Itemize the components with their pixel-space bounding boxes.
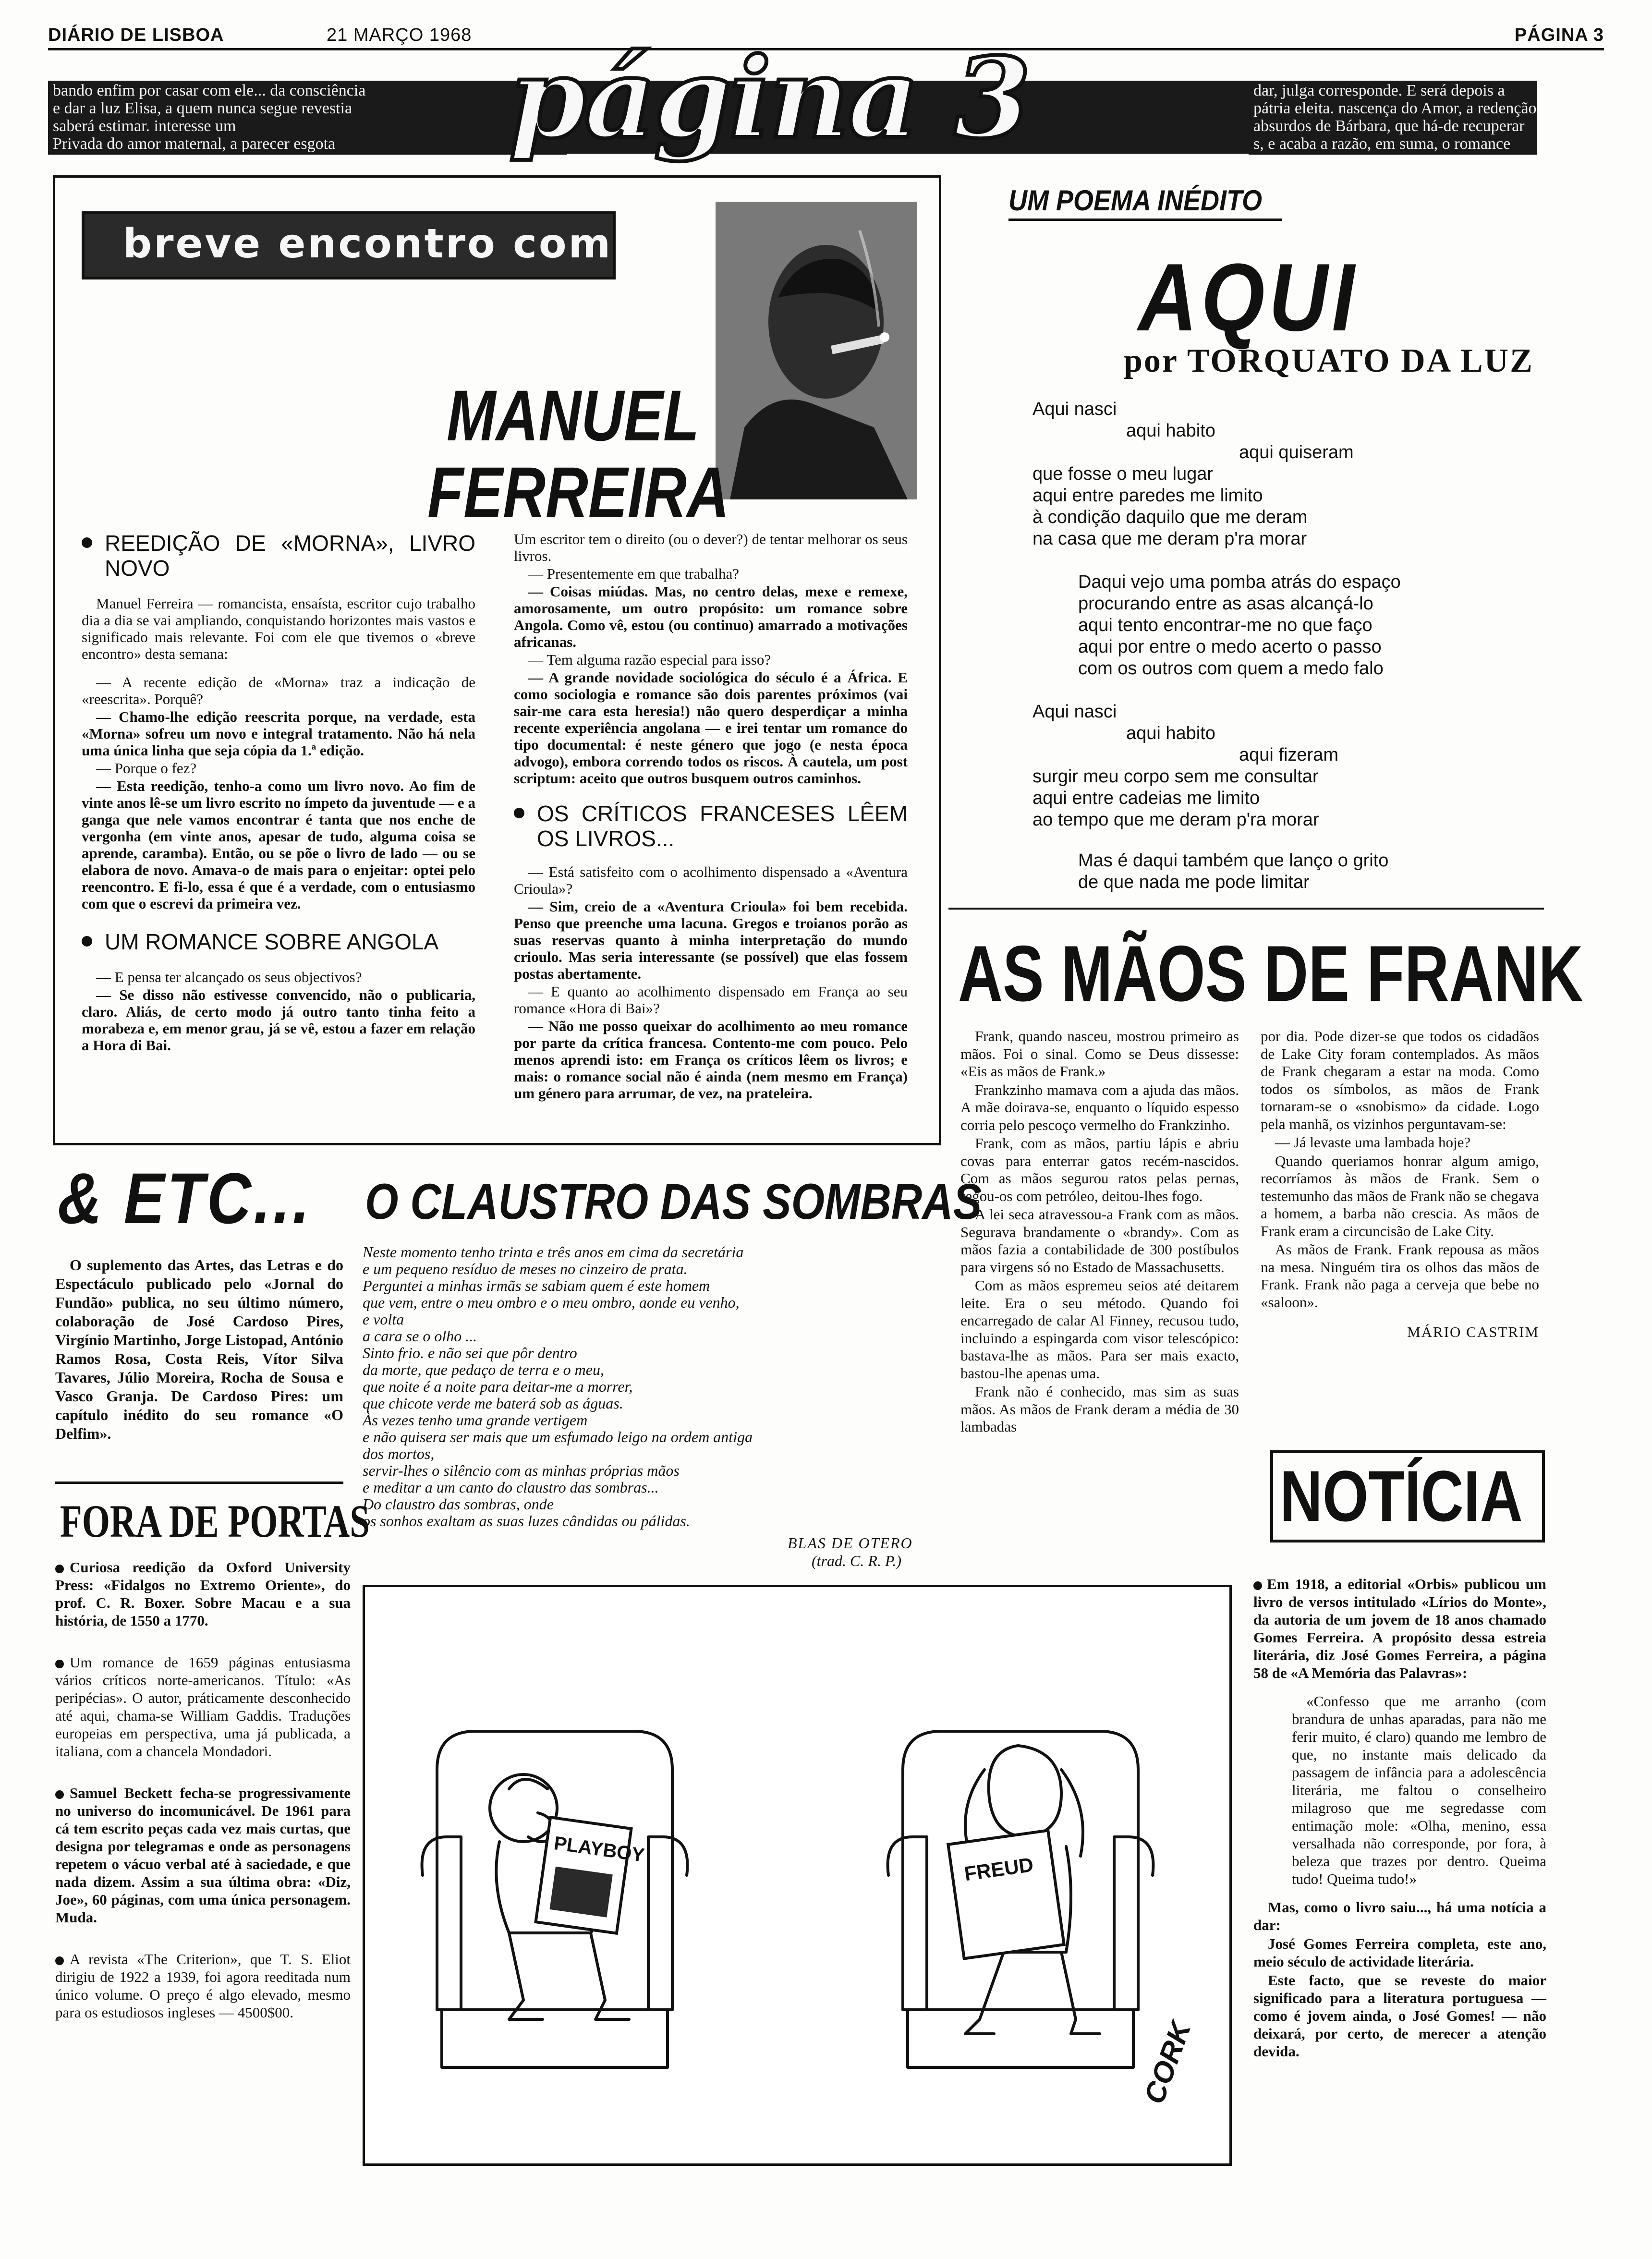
interviewee-name-1: MANUEL xyxy=(447,375,700,456)
noticia-title: NOTÍCIA xyxy=(1280,1456,1523,1536)
bullet-icon xyxy=(82,537,92,548)
noticia-p3: José Gomes Ferreira completa, este ano, meio século de actividade literária. xyxy=(1253,1935,1546,1970)
bullet-icon xyxy=(55,1565,64,1573)
intro-paragraph: Manuel Ferreira — romancista, ensaísta, escritor cujo trabalho dia a dia se vai ampliando, conquistando horizontes mais vastos e significado mais relevante. Foi com ele que tivemos o «breve encontro» desta semana: xyxy=(82,595,475,662)
subhead-criticos: OS CRÍTICOS FRANCESES LÊEM OS LIVROS... xyxy=(514,801,908,851)
answer-1: — Chamo-lhe edição reescrita porque, na verdade, esta «Morna» sofreu um novo e integral tratamento. Não há nela uma única linha que seja cópia da 1.ª edição. xyxy=(82,708,475,759)
bullet-icon xyxy=(55,1956,64,1965)
noticia-p2: Mas, como o livro saiu..., há uma notícia a dar: xyxy=(1253,1899,1546,1933)
cartoon-frame xyxy=(363,1585,1232,2166)
freud-label: FREUD xyxy=(962,1853,1035,1885)
answer-3: — Se disso não estivesse convencido, não o publicaria, claro. Aliás, de certo modo já outro tanto tinha feito a morabeza e, em menor grau, já se vê, estou a fazer em relação a Hora di Bai. xyxy=(82,986,475,1054)
poem-title: AQUI xyxy=(1138,244,1359,351)
interviewee-name-2: FERREIRA xyxy=(427,452,729,533)
interview-kicker-box xyxy=(82,211,616,279)
poem-stanza-4: Mas é daqui também que lanço o grito de que nada me pode limitar xyxy=(1078,850,1389,892)
etc-body: O suplemento das Artes, das Letras e do Espectáculo publicado pelo «Jornal do Fundão» publica, no seu último número, colaboração de José Cardoso Pires, Virgínio Martinho, Jorge Listopad, António Ramos Rosa, Costa Reis, Vítor Silva Tavares, Júlio Moreira, Rocha de Sousa e Vasco Granja. De Cardoso Pires: um capítulo inédito do seu romance «O Delfim». xyxy=(55,1256,343,1442)
interview-column-2 xyxy=(514,531,908,1103)
noticia-body xyxy=(1253,1575,1546,2061)
question-2: — Porque o fez? xyxy=(96,760,197,777)
frank-author: MÁRIO CASTRIM xyxy=(1407,1324,1539,1340)
author-photo xyxy=(716,202,917,499)
claustro-author: BLAS DE OTERO xyxy=(788,1534,913,1552)
answer-5: — A grande novidade sociológica do século é a África. E como sociologia e romance são dois parentes próximos (vai sair-me cara esta heresia!) não quero desperdiçar a minha recente experiência angolana — e irei tentar um romance do tipo documental: é neste género que jogo (e nesta época advogo), embora correndo todos os riscos. À cautela, um post scriptum: aceito que outros busquem outros caminhos. xyxy=(514,669,908,787)
interview-kicker: breve encontro com xyxy=(123,220,613,267)
fora-item: A revista «The Criterion», que T. S. Eliot dirigiu de 1922 a 1939, foi agora reeditada num único volume. O preço é algo elevado, mesmo para os estudiosos ingleses — 4500$00. xyxy=(55,1951,351,2021)
question-4: — Presentemente em que trabalha? xyxy=(528,565,739,582)
playboy-label: PLAYBOY xyxy=(552,1833,646,1867)
playboy-magazine xyxy=(536,1817,632,1933)
fora-top-rule xyxy=(55,1482,343,1484)
poem-byline: por TORQUATO DA LUZ xyxy=(1124,342,1534,379)
cartoonist-signature: CORK xyxy=(1138,2017,1197,2108)
poem-kicker: UM POEMA INÉDITO xyxy=(1008,184,1263,217)
answer-7: — Não me posso queixar do acolhimento ao meu romance por parte da crítica francesa. Contento-me com pouco. Pelo menos aprendi isto: em França os críticos lêem os livros; e mais: o romance social não é ainda (nem mesmo em França) um género para arrumar, de vez, na prateleira. xyxy=(514,1018,908,1102)
frank-column-1: Frank, quando nasceu, mostrou primeiro as mãos. Foi o sinal. Como se Deus dissesse: «Eis as mãos de Frank.» Frankzinho mamava com a ajuda das mãos. A mãe doirava-se, enquanto o líquido espesso corria pelo pescoço vermelho do Frankzinho. Frank, com as mãos, partiu lápis e abriu covas para enterrar gatos recém-nascidos. Com as mãos segurou ratos pelas pernas, regou-os com petróleo, deitou-lhes fogo. A lei seca atravessou-a Frank com as mãos. Segurava brandamente o «brandy». Com as mãos fazia a contabilidade de 300 postíbulos para virgens só no Estado de Massachusetts. Com as mãos espremeu seios até deitarem leite. Era o seu método. Quando foi encarregado de calar Al Finney, recusou tudo, incluindo a espingarda com visor telescópico: bastava-lhe as mãos. Para ser mais exacto, bastou-lhe apenas uma. Frank não é conhecido, mas sim as suas mãos. As mãos de Frank deram a média de 30 lambadas xyxy=(960,1028,1239,1435)
question-6: — Está satisfeito com o acolhimento dispensado a «Aventura Crioula»? xyxy=(514,863,908,897)
claustro-poem: Neste momento tenho trinta e três anos em cima da secretária e um pequeno resíduo de meses no cinzeiro de prata. Perguntei a minhas irmãs se sabiam quem é este homem que vem, entre o meu ombro e o meu ombro, aonde eu venho, e volta a cara se o olho ... Sinto frio. e não sei que pôr dentro da morte, que pedaço de terra e o meu, que noite é a noite para deitar-me a morrer, que chicote verde me baterá sob as águas. Às vezes tenho uma grande vertigem e não quisera ser mais que um esfumado leigo na ordem antiga dos mortos, servir-lhes o silêncio com as minhas próprias mãos e meditar a um canto do claustro das sombras... Do claustro das sombras, onde os sonhos exaltam as suas luzes cândidas ou pálidas. xyxy=(363,1243,753,1530)
masthead-title: página 3 xyxy=(509,34,1029,163)
question-1: — A recente edição de «Morna» traz a indicação de «reescrita». Porquê? xyxy=(82,674,475,707)
bullet-icon xyxy=(514,808,524,818)
etc-title: & ETC... xyxy=(58,1158,312,1239)
newspaper-name: DIÁRIO DE LISBOA xyxy=(48,25,224,45)
answer-6: — Sim, creio de a «Aventura Crioula» foi bem recebida. Penso que preenche uma lacuna. Gregos e troianos porão as suas reservas quanto à minha interpretação do mundo crioulo. Mas seria interessante (se possível) que elas fossem postas abertamente. xyxy=(514,898,908,982)
question-3: — E pensa ter alcançado os seus objectivos? xyxy=(96,969,362,985)
cartoon-drawing xyxy=(365,1587,1229,2163)
bullet-icon xyxy=(82,936,92,947)
masthead-band-left: bando enfim por casar com ele... da consciência e dar a luz Elisa, a quem nunca segue revestia saberá estimar. interesse um Privada do amor maternal, a parecer esgota xyxy=(48,81,567,155)
interview-column-1 xyxy=(82,531,475,1055)
subhead-reedicao: REEDIÇÃO DE «MORNA», LIVRO NOVO xyxy=(82,531,475,581)
issue-date: 21 MARÇO 1968 xyxy=(327,25,472,45)
poem-stanza-1: Aqui nasci aqui habito aqui quiseram que fosse o meu lugar aqui entre paredes me limito à condição daquilo que me deram na casa que me deram p'ra morar xyxy=(1032,399,1354,549)
noticia-quote: «Confesso que me arranho (com brandura de unhas aparadas, para não me ferir muito, é claro) quando me lembro de que, no instante mais delicado da passagem de infância para a adolescência literária, me faltou o conselheiro milagroso que me segredasse com entimação mole: «Olha, menino, essa versalhada não corresponde, por fora, à beleza que trazes por dentro. Queima tudo! Queima tudo!» xyxy=(1292,1693,1546,1887)
poem-kicker-rule xyxy=(1008,219,1282,221)
answer-4: — Coisas miúdas. Mas, no centro delas, mexe e remexe, amorosamente, um outro propósito: um romance sobre Angola. Como vê, estou (ou continuo) amarrado a motivações africanas. xyxy=(514,583,908,650)
masthead-band-right: dar, julga corresponde. E será depois a pátria eleita. nascença do Amor, a redenção absurdos de Bárbara, que há-de recuperar s, e acaba a razão, em suma, o romance xyxy=(1249,81,1537,155)
interview-col2-lead: Um escritor tem o direito (ou o dever?) de tentar melhorar os seus livros. xyxy=(514,531,908,564)
fora-item: Um romance de 1659 páginas entusiasma vários críticos norte-americanos. Título: «As peripécias». O autor, práticamente desconhecido até aqui, chama-se William Gaddis. Traduções europeias em perspectiva, uma já publicada, a italiana, com a chancela Mondadori. xyxy=(55,1654,351,1760)
freud-magazine xyxy=(948,1831,1064,1959)
subhead-romance-angola: UM ROMANCE SOBRE ANGOLA xyxy=(82,929,475,954)
bullet-icon xyxy=(55,1660,64,1668)
frank-title: AS MÃOS DE FRANK xyxy=(958,929,1583,1018)
question-5: — Tem alguma razão especial para isso? xyxy=(528,651,771,668)
answer-2: — Esta reedição, tenho-a como um livro novo. Ao fim de vinte anos lê-se um livro escrito no ímpeto da juventude — e a ganga que nele vamos encontrar é tanta que nos enche de vergonha (em vinte anos, apesar de tudo, alguma coisa se aprende, caramba). Então, ou se põe o livro de lado — ou se elabora de novo. Amava-o de mais para o enjeitar: optei pelo reencontro. E fi-lo, essa é que é a verdade, com o entusiasmo com que o escrevi da primeira vez. xyxy=(82,777,475,912)
poem-stanza-2: Daqui vejo uma pomba atrás do espaço procurando entre as asas alcançá-lo aqui tento encontrar-me no que faço aqui por entre o medo acerto o passo com os outros com quem a medo falo xyxy=(1078,572,1401,679)
poem-stanza-3: Aqui nasci aqui habito aqui fizeram surgir meu corpo sem me consultar aqui entre cadeias me limito ao tempo que me deram p'ra morar xyxy=(1032,702,1338,830)
fora-item: Samuel Beckett fecha-se progressivamente no universo do incomunicável. De 1961 para cá tem escrito peças cada vez mais curtas, que designa por telegramas e onde as personagens repetem o vácuo verbal até à saciedade, e que nada dizem. Assim a sua última obra: «Diz, Joe», 60 páginas, com uma única personagem. Muda. xyxy=(55,1785,351,1926)
fora-item: Curiosa reedição da Oxford University Press: «Fidalgos no Extremo Oriente», do prof. C. R. Boxer. Sobre Macau e a sua história, de 1550 a 1770. xyxy=(55,1559,351,1629)
fora-title: FORA DE PORTAS xyxy=(60,1495,370,1547)
noticia-lead: Em 1918, a editorial «Orbis» publicou um livro de versos intitulado «Lírios do Monte», da autoria de um jovem de 18 anos chamado Gomes Ferreira. A propósito dessa estreia literária, diz José Gomes Ferreira, a página 58 de «A Memória das Palavras»: xyxy=(1253,1576,1546,1681)
claustro-title: O CLAUSTRO DAS SOMBRAS xyxy=(365,1174,982,1230)
page-number: PÁGINA 3 xyxy=(1514,25,1604,45)
frank-top-rule xyxy=(948,908,1544,910)
frank-column-2: por dia. Pode dizer-se que todos os cidadãos de Lake City foram contemplados. As mãos de Frank chegaram a estar na moda. Como todos os símbolos, as mãos de Frank tornaram-se o «snobismo» da cidade. Logo pela manhã, os vizinhos perguntavam-se: — Já levaste uma lambada hoje? Quando queriamos honrar algum amigo, recorríamos às mãos de Frank. Sem o testemunho das mãos de Frank não se chegava a homem, a barba não crescia. As mãos de Frank eram a circuncisão de Lake City. As mãos de Frank. Frank repousa as mãos na mesa. Ninguém tira os olhos das mãos de Frank. Frank não paga a cerveja que bebe no «saloon». MÁRIO CASTRIM xyxy=(1261,1028,1539,1340)
bullet-icon xyxy=(55,1790,64,1799)
noticia-p4: Este facto, que se reveste do maior significado para a literatura portuguesa — como é jovem ainda, o José Gomes! — não deixará, por certo, de merecer a atenção devida. xyxy=(1253,1972,1546,2060)
fora-items xyxy=(55,1558,351,2022)
bullet-icon xyxy=(1253,1581,1262,1590)
question-7: — E quanto ao acolhimento dispensado em França ao seu romance «Hora di Bai»? xyxy=(514,983,908,1017)
claustro-translator: (trad. C. R. P.) xyxy=(812,1552,901,1569)
